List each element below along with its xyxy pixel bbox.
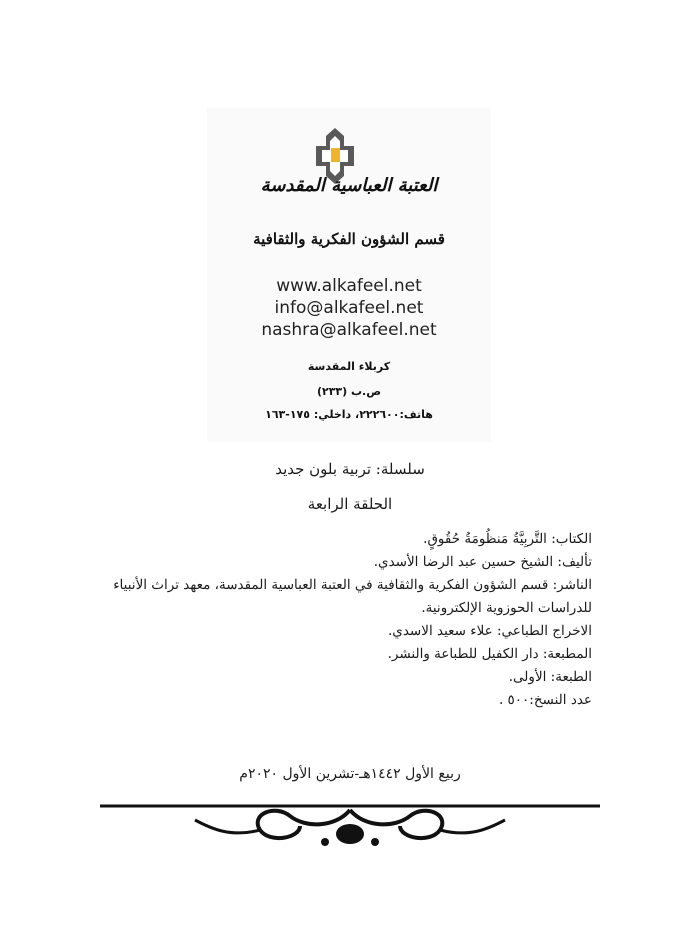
series-title: سلسلة: تربية بلون جديد xyxy=(275,460,425,478)
website-link[interactable]: www.alkafeel.net xyxy=(276,276,422,296)
ornament-divider-icon xyxy=(100,798,600,858)
publisher-line: الناشر: قسم الشؤون الفكرية والثقافية في العتبة العباسية المقدسة، معهد تراث الأنبياء للدراسات الحوزوية الإلكترونية. xyxy=(113,577,592,616)
design-line: الاخراج الطباعي: علاء سعيد الاسدي. xyxy=(387,623,592,639)
department-calligraphy: قسم الشؤون الفكرية والثقافية xyxy=(253,230,445,248)
copies-line: عدد النسخ:٥٠٠ . xyxy=(498,692,592,708)
contact-links xyxy=(207,275,491,341)
publication-date: ربيع الأول ١٤٤٢هـ-تشرين الأول ٢٠٢٠م xyxy=(239,766,461,782)
email-link-info[interactable]: info@alkafeel.net xyxy=(274,298,424,318)
episode-title: الحلقة الرابعة xyxy=(307,495,393,513)
email-link-nashra[interactable]: nashra@alkafeel.net xyxy=(261,320,437,340)
edition-line: الطبعة: الأولى. xyxy=(508,669,592,685)
pobox-label: ص.ب (٢٣٣) xyxy=(316,385,382,398)
book-title-line: الكتاب: التَّربِيَّةُ مَنظُومَةُ حُقُوقٍ. xyxy=(423,531,592,547)
book-details xyxy=(88,528,592,712)
city-label: كربلاء المقدسة xyxy=(307,360,391,373)
shrine-calligraphy: العتبة العباسية المقدسة xyxy=(260,175,438,196)
press-line: المطبعة: دار الكفيل للطباعة والنشر. xyxy=(387,646,592,662)
author-line: تأليف: الشيخ حسين عبد الرضا الأسدي. xyxy=(373,554,592,570)
phone-label: هاتف:٢٢٢٦٠٠، داخلي: ١٧٥-١٦٣ xyxy=(265,408,433,421)
